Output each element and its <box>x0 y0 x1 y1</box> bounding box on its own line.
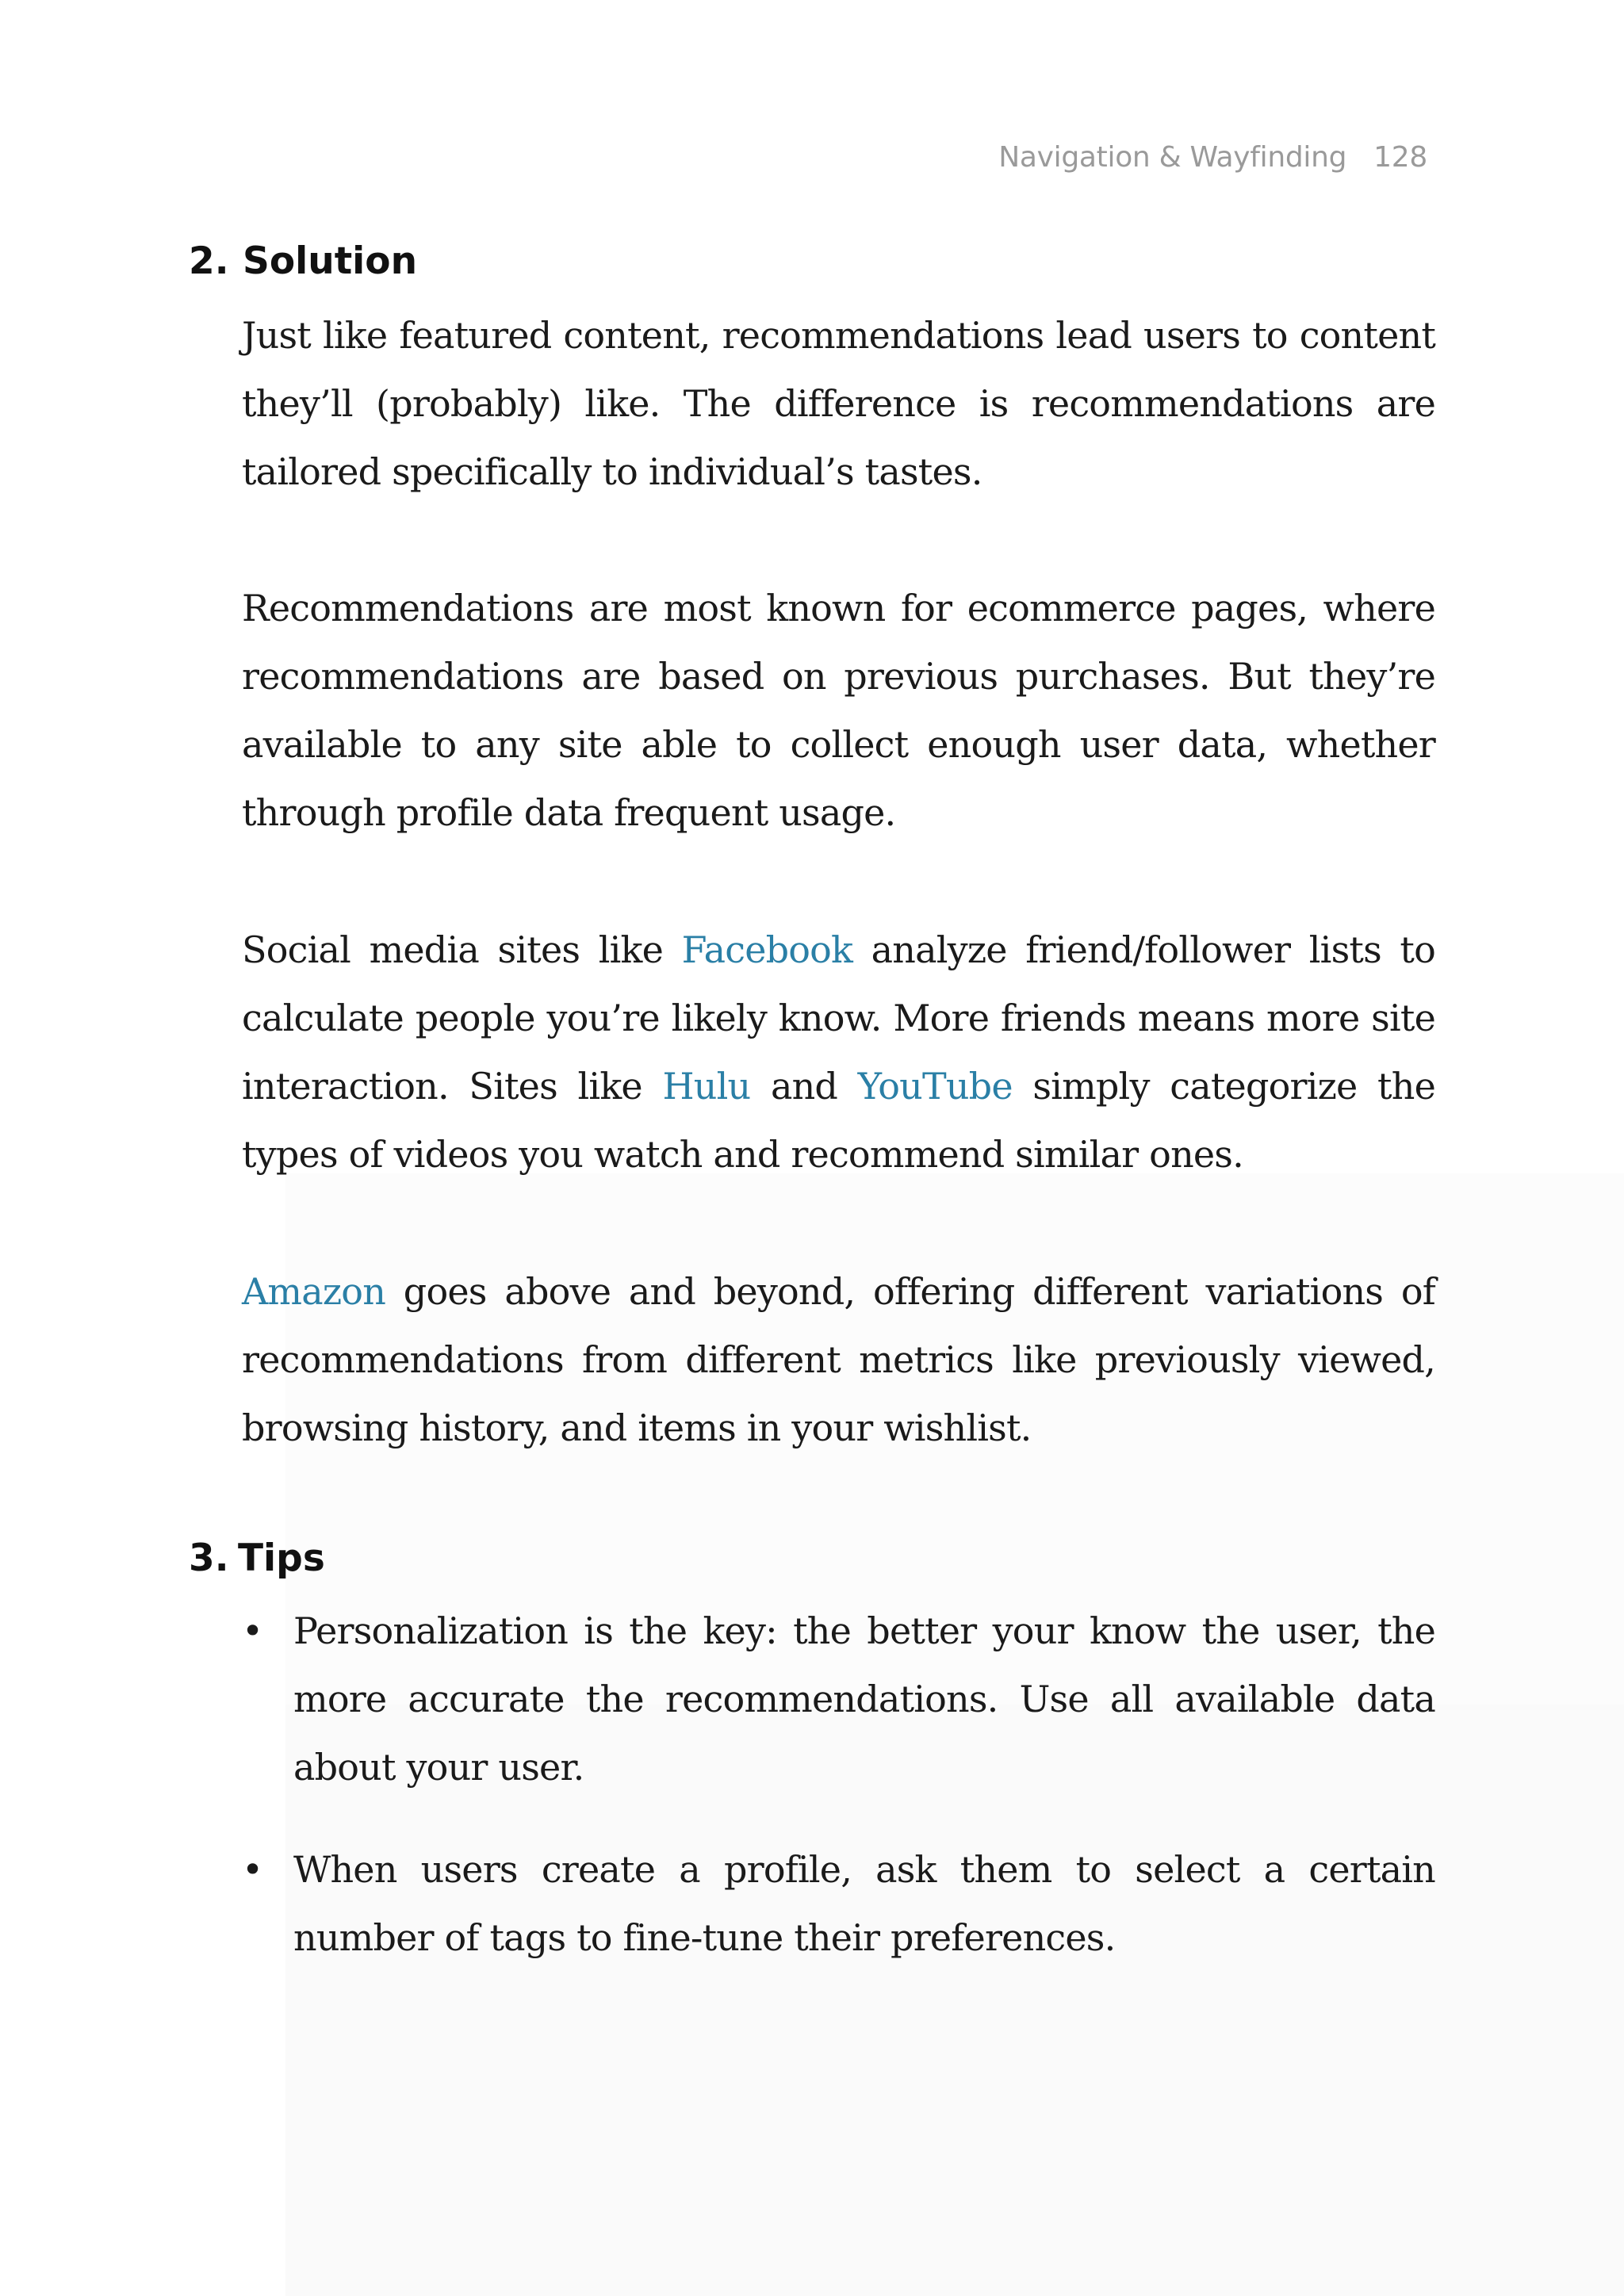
tips-number: 3. <box>189 1536 229 1580</box>
running-header <box>998 141 1427 174</box>
bullet-icon: • <box>242 1609 263 1652</box>
tip-text-2: When users create a profile, ask them to select a certain number of tags to fine-tune their preferences. <box>293 1848 1435 1959</box>
solution-paragraph-4 <box>242 1257 1435 1462</box>
p3-text-2: analyze friend/follower lists to calculate people you’re likely know. More friends means more site interaction. Sites like <box>242 928 1436 1108</box>
bullet-icon: • <box>242 1848 263 1891</box>
tip-item-2 <box>242 1835 1435 1972</box>
amazon-link[interactable]: Amazon <box>242 1270 386 1313</box>
solution-paragraph-1: Just like featured content, recommendations lead users to content they’ll (probably) like. The difference is recommendations are tailored specifically to individual’s tastes. <box>242 314 1435 493</box>
tips-title: Tips <box>238 1536 325 1580</box>
p3-text-1: Social media sites like <box>242 928 682 971</box>
solution-number: 2. <box>189 239 229 283</box>
tips-heading <box>189 1536 325 1580</box>
tip-text-1: Personalization is the key: the better your know the user, the more accurate the recommendations. Use all available data about your user. <box>293 1609 1435 1789</box>
solution-title: Solution <box>243 239 418 283</box>
hulu-link[interactable]: Hulu <box>662 1065 751 1108</box>
page-number: 128 <box>1373 141 1427 174</box>
solution-heading <box>189 239 417 283</box>
p3-text-4: simply categorize the types of videos you watch and recommend similar ones. <box>242 1065 1435 1176</box>
youtube-link[interactable]: YouTube <box>857 1065 1013 1108</box>
p3-text-3: and <box>750 1065 858 1108</box>
solution-paragraph-2: Recommendations are most known for ecommerce pages, where recommendations are based on previous purchases. But they’re available to any site able to collect enough user data, whether through profile data frequent usage. <box>242 587 1435 834</box>
section-title: Navigation & Wayfinding <box>998 141 1347 174</box>
tip-item-1 <box>242 1597 1435 1801</box>
facebook-link[interactable]: Facebook <box>681 928 853 971</box>
solution-paragraph-3 <box>242 916 1435 1188</box>
p4-text: goes above and beyond, offering different variations of recommendations from different metrics like previously viewed, browsing history, and items in your wishlist. <box>242 1270 1435 1449</box>
